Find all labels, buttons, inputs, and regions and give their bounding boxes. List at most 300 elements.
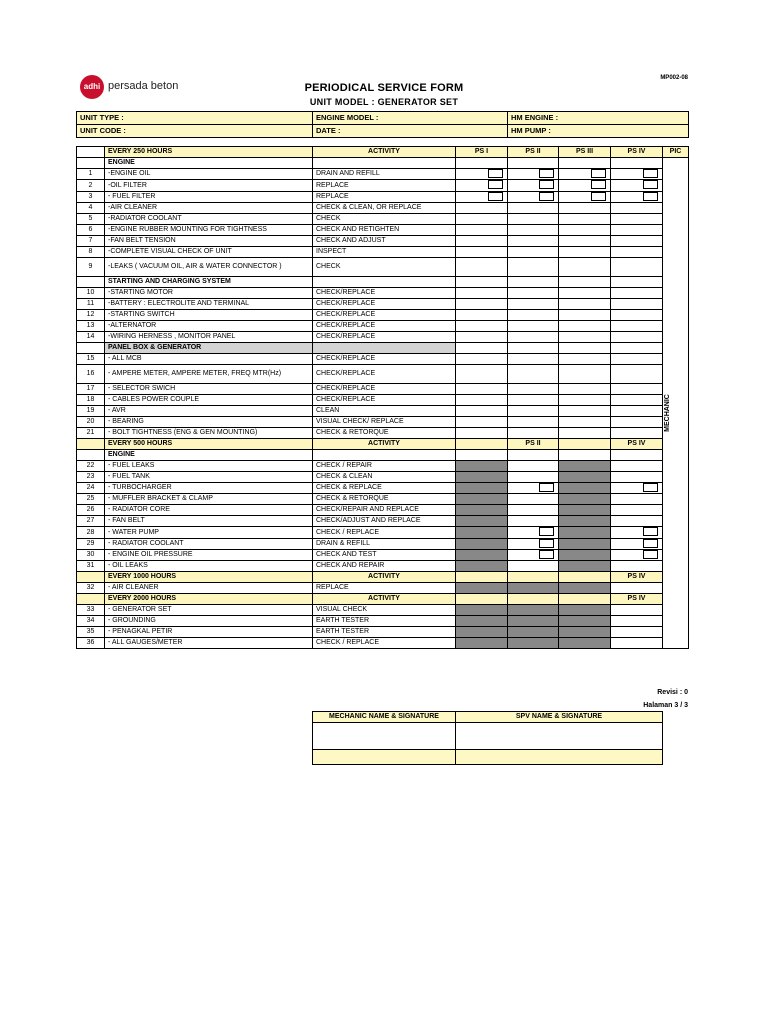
ps-check-cell[interactable] bbox=[508, 332, 559, 343]
ps-check-cell[interactable] bbox=[456, 180, 508, 191]
checkbox[interactable] bbox=[591, 169, 606, 178]
ps-check-cell[interactable] bbox=[456, 310, 508, 321]
engine-model-field[interactable]: ENGINE MODEL : bbox=[313, 112, 508, 125]
checkbox[interactable] bbox=[488, 192, 503, 201]
task-item: - WATER PUMP bbox=[105, 527, 313, 538]
ps-check-cell[interactable] bbox=[559, 627, 611, 638]
task-activity: EARTH TESTER bbox=[313, 627, 456, 638]
ps-check-cell[interactable] bbox=[559, 191, 611, 202]
task-activity: EARTH TESTER bbox=[313, 616, 456, 627]
ps4-header: PS IV bbox=[611, 439, 663, 450]
pic-header: PIC bbox=[663, 147, 689, 158]
task-row bbox=[77, 384, 689, 395]
task-activity: CHECK/REPAIR AND REPLACE bbox=[313, 505, 456, 516]
spv-signature-label: SPV NAME & SIGNATURE bbox=[456, 712, 663, 723]
ps1-header bbox=[456, 572, 508, 583]
checkbox[interactable] bbox=[539, 180, 554, 189]
ps-check-cell[interactable] bbox=[611, 627, 663, 638]
ps-check-cell[interactable] bbox=[611, 299, 663, 310]
activity-header: ACTIVITY bbox=[313, 439, 456, 450]
ps-check-cell[interactable] bbox=[611, 417, 663, 428]
ps-check-cell[interactable] bbox=[456, 583, 508, 594]
task-item: - GENERATOR SET bbox=[105, 605, 313, 616]
task-activity: CHECK & CLEAN bbox=[313, 472, 456, 483]
section-label: EVERY 2000 HOURS bbox=[105, 594, 313, 605]
subsection-row bbox=[77, 450, 689, 461]
logo-text: persada beton bbox=[108, 80, 179, 92]
ps-check-cell[interactable] bbox=[508, 516, 559, 527]
item-number: 1 bbox=[77, 169, 105, 180]
task-row bbox=[77, 321, 689, 332]
ps-check-cell[interactable] bbox=[508, 428, 559, 439]
task-row bbox=[77, 169, 689, 180]
blank-cell bbox=[456, 158, 508, 169]
ps-check-cell[interactable] bbox=[611, 169, 663, 180]
ps-check-cell[interactable] bbox=[508, 299, 559, 310]
ps-check-cell[interactable] bbox=[559, 288, 611, 299]
checkbox[interactable] bbox=[539, 550, 554, 559]
unit-info-table bbox=[76, 111, 689, 138]
ps-check-cell[interactable] bbox=[611, 505, 663, 516]
subsection-label: ENGINE bbox=[105, 158, 313, 169]
item-number: 24 bbox=[77, 483, 105, 494]
ps-check-cell[interactable] bbox=[508, 321, 559, 332]
blank-cell bbox=[77, 439, 105, 450]
ps-check-cell[interactable] bbox=[508, 395, 559, 406]
ps-check-cell[interactable] bbox=[559, 461, 611, 472]
task-row bbox=[77, 299, 689, 310]
ps-check-cell[interactable] bbox=[508, 605, 559, 616]
ps-check-cell[interactable] bbox=[559, 365, 611, 384]
logo-mark: adhi bbox=[80, 75, 104, 99]
ps-check-cell[interactable] bbox=[508, 461, 559, 472]
ps-check-cell[interactable] bbox=[456, 417, 508, 428]
ps-check-cell[interactable] bbox=[456, 483, 508, 494]
ps-check-cell[interactable] bbox=[559, 406, 611, 417]
ps-check-cell[interactable] bbox=[611, 428, 663, 439]
ps2-header bbox=[508, 594, 559, 605]
task-item: - RADIATOR CORE bbox=[105, 505, 313, 516]
form-title: PERIODICAL SERVICE FORM bbox=[304, 82, 464, 94]
ps-check-cell[interactable] bbox=[559, 483, 611, 494]
ps-check-cell[interactable] bbox=[559, 203, 611, 214]
ps-check-cell[interactable] bbox=[559, 605, 611, 616]
ps-check-cell[interactable] bbox=[456, 605, 508, 616]
ps-check-cell[interactable] bbox=[508, 191, 559, 202]
checkbox[interactable] bbox=[643, 550, 658, 559]
ps-check-cell[interactable] bbox=[508, 538, 559, 549]
task-row bbox=[77, 461, 689, 472]
task-item: - ALL MCB bbox=[105, 354, 313, 365]
ps-check-cell[interactable] bbox=[611, 483, 663, 494]
task-item: - ENGINE OIL PRESSURE bbox=[105, 550, 313, 561]
ps4-header: PS IV bbox=[611, 572, 663, 583]
ps-check-cell[interactable] bbox=[508, 483, 559, 494]
ps-check-cell[interactable] bbox=[559, 428, 611, 439]
hm-engine-field[interactable]: HM ENGINE : bbox=[508, 112, 689, 125]
ps-check-cell[interactable] bbox=[559, 354, 611, 365]
checkbox[interactable] bbox=[539, 483, 554, 492]
task-item: -ALTERNATOR bbox=[105, 321, 313, 332]
checkbox[interactable] bbox=[643, 180, 658, 189]
ps-check-cell[interactable] bbox=[456, 494, 508, 505]
ps-check-cell[interactable] bbox=[611, 561, 663, 572]
ps-check-cell[interactable] bbox=[508, 505, 559, 516]
task-row bbox=[77, 627, 689, 638]
checkbox[interactable] bbox=[643, 539, 658, 548]
ps-check-cell[interactable] bbox=[456, 461, 508, 472]
ps-check-cell[interactable] bbox=[508, 247, 559, 258]
ps-check-cell[interactable] bbox=[611, 332, 663, 343]
ps-check-cell[interactable] bbox=[508, 472, 559, 483]
item-number: 17 bbox=[77, 384, 105, 395]
subsection-row bbox=[77, 158, 689, 169]
ps-check-cell[interactable] bbox=[456, 538, 508, 549]
task-activity: CHECK AND RETIGHTEN bbox=[313, 225, 456, 236]
item-number: 27 bbox=[77, 516, 105, 527]
ps-check-cell[interactable] bbox=[611, 395, 663, 406]
ps-check-cell[interactable] bbox=[611, 258, 663, 277]
task-row bbox=[77, 203, 689, 214]
item-number: 12 bbox=[77, 310, 105, 321]
ps-check-cell[interactable] bbox=[508, 638, 559, 649]
blank-cell bbox=[313, 277, 456, 288]
ps-check-cell[interactable] bbox=[508, 627, 559, 638]
task-row bbox=[77, 417, 689, 428]
checkbox[interactable] bbox=[591, 180, 606, 189]
ps-check-cell[interactable] bbox=[611, 406, 663, 417]
task-item: - MUFFLER BRACKET & CLAMP bbox=[105, 494, 313, 505]
ps-check-cell[interactable] bbox=[611, 225, 663, 236]
ps-check-cell[interactable] bbox=[456, 395, 508, 406]
task-item: - AMPERE METER, AMPERE METER, FREQ MTR(Hz) bbox=[105, 365, 313, 384]
task-item: -ENGINE OIL bbox=[105, 169, 313, 180]
ps-check-cell[interactable] bbox=[559, 180, 611, 191]
ps-check-cell[interactable] bbox=[611, 516, 663, 527]
item-number: 13 bbox=[77, 321, 105, 332]
ps-check-cell[interactable] bbox=[559, 494, 611, 505]
task-row bbox=[77, 605, 689, 616]
ps-check-cell[interactable] bbox=[559, 299, 611, 310]
ps-check-cell[interactable] bbox=[611, 638, 663, 649]
item-number: 33 bbox=[77, 605, 105, 616]
ps-check-cell[interactable] bbox=[508, 417, 559, 428]
ps-check-cell[interactable] bbox=[611, 214, 663, 225]
ps-check-cell[interactable] bbox=[456, 214, 508, 225]
task-item: -BATTERY : ELECTROLITE AND TERMINAL bbox=[105, 299, 313, 310]
task-item: - GROUNDING bbox=[105, 616, 313, 627]
mechanic-signature-box[interactable] bbox=[313, 723, 456, 750]
ps-check-cell[interactable] bbox=[508, 550, 559, 561]
ps-check-cell[interactable] bbox=[611, 494, 663, 505]
checkbox[interactable] bbox=[539, 169, 554, 178]
task-row bbox=[77, 214, 689, 225]
ps-check-cell[interactable] bbox=[508, 236, 559, 247]
ps-check-cell[interactable] bbox=[559, 332, 611, 343]
task-activity: CHECK / REPAIR bbox=[313, 461, 456, 472]
ps-check-cell[interactable] bbox=[456, 516, 508, 527]
ps-check-cell[interactable] bbox=[559, 236, 611, 247]
task-row bbox=[77, 236, 689, 247]
ps-check-cell[interactable] bbox=[611, 288, 663, 299]
ps-check-cell[interactable] bbox=[559, 561, 611, 572]
document-code: MP002-08 bbox=[660, 75, 688, 81]
ps-check-cell[interactable] bbox=[559, 616, 611, 627]
task-row bbox=[77, 310, 689, 321]
checkbox[interactable] bbox=[488, 169, 503, 178]
checkbox[interactable] bbox=[539, 192, 554, 201]
task-row bbox=[77, 180, 689, 191]
ps-check-cell[interactable] bbox=[559, 550, 611, 561]
subsection-label: STARTING AND CHARGING SYSTEM bbox=[105, 277, 313, 288]
ps-check-cell[interactable] bbox=[456, 527, 508, 538]
ps-check-cell[interactable] bbox=[611, 354, 663, 365]
task-item: - OIL LEAKS bbox=[105, 561, 313, 572]
ps-check-cell[interactable] bbox=[508, 583, 559, 594]
blank-cell bbox=[77, 343, 105, 354]
ps-check-cell[interactable] bbox=[611, 236, 663, 247]
ps-check-cell[interactable] bbox=[559, 395, 611, 406]
task-activity: CHECK AND ADJUST bbox=[313, 236, 456, 247]
item-number: 22 bbox=[77, 461, 105, 472]
ps-check-cell[interactable] bbox=[508, 203, 559, 214]
task-row bbox=[77, 505, 689, 516]
task-activity: REPLACE bbox=[313, 191, 456, 202]
task-item: - ALL GAUGES/METER bbox=[105, 638, 313, 649]
ps4-header: PS IV bbox=[611, 147, 663, 158]
ps-check-cell[interactable] bbox=[611, 365, 663, 384]
ps-check-cell[interactable] bbox=[456, 225, 508, 236]
unit-type-field[interactable]: UNIT TYPE : bbox=[77, 112, 313, 125]
ps-check-cell[interactable] bbox=[559, 321, 611, 332]
signature-table bbox=[312, 711, 663, 765]
ps-check-cell[interactable] bbox=[611, 191, 663, 202]
ps-check-cell[interactable] bbox=[559, 583, 611, 594]
ps-check-cell[interactable] bbox=[456, 169, 508, 180]
blank-cell bbox=[508, 277, 559, 288]
checkbox[interactable] bbox=[539, 539, 554, 548]
task-activity: CHECK/REPLACE bbox=[313, 299, 456, 310]
ps-check-cell[interactable] bbox=[508, 527, 559, 538]
item-number: 36 bbox=[77, 638, 105, 649]
blank-cell bbox=[559, 158, 611, 169]
blank-cell bbox=[77, 450, 105, 461]
checkbox[interactable] bbox=[643, 527, 658, 536]
task-row bbox=[77, 616, 689, 627]
ps-check-cell[interactable] bbox=[456, 384, 508, 395]
ps-check-cell[interactable] bbox=[456, 616, 508, 627]
spv-signature-box[interactable] bbox=[456, 723, 663, 750]
task-activity: CHECK/REPLACE bbox=[313, 321, 456, 332]
form-subtitle: UNIT MODEL : GENERATOR SET bbox=[309, 97, 459, 107]
ps-check-cell[interactable] bbox=[559, 225, 611, 236]
ps1-header bbox=[456, 594, 508, 605]
ps-check-cell[interactable] bbox=[456, 299, 508, 310]
ps-check-cell[interactable] bbox=[559, 258, 611, 277]
ps-check-cell[interactable] bbox=[611, 605, 663, 616]
blank-cell bbox=[508, 158, 559, 169]
ps-check-cell[interactable] bbox=[611, 472, 663, 483]
task-item: - RADIATOR COOLANT bbox=[105, 538, 313, 549]
task-row bbox=[77, 583, 689, 594]
ps-check-cell[interactable] bbox=[611, 538, 663, 549]
ps-check-cell[interactable] bbox=[456, 258, 508, 277]
checkbox[interactable] bbox=[643, 169, 658, 178]
ps-check-cell[interactable] bbox=[559, 505, 611, 516]
ps-check-cell[interactable] bbox=[559, 310, 611, 321]
ps-check-cell[interactable] bbox=[508, 561, 559, 572]
task-activity: CHECK AND TEST bbox=[313, 550, 456, 561]
task-row bbox=[77, 191, 689, 202]
item-number: 31 bbox=[77, 561, 105, 572]
ps-check-cell[interactable] bbox=[456, 332, 508, 343]
item-number: 11 bbox=[77, 299, 105, 310]
ps-check-cell[interactable] bbox=[559, 247, 611, 258]
blank-cell bbox=[77, 594, 105, 605]
ps-check-cell[interactable] bbox=[508, 384, 559, 395]
ps-check-cell[interactable] bbox=[456, 288, 508, 299]
ps-check-cell[interactable] bbox=[508, 310, 559, 321]
checkbox[interactable] bbox=[643, 483, 658, 492]
ps-check-cell[interactable] bbox=[456, 236, 508, 247]
task-activity: CHECK/REPLACE bbox=[313, 332, 456, 343]
ps4-header: PS IV bbox=[611, 594, 663, 605]
item-number: 26 bbox=[77, 505, 105, 516]
item-number: 6 bbox=[77, 225, 105, 236]
ps-check-cell[interactable] bbox=[559, 214, 611, 225]
spv-name-box[interactable] bbox=[456, 750, 663, 765]
task-activity: CHECK bbox=[313, 258, 456, 277]
task-item: -LEAKS ( VACUUM OIL, AIR & WATER CONNECTOR ) bbox=[105, 258, 313, 277]
blank-cell bbox=[611, 158, 663, 169]
item-number: 23 bbox=[77, 472, 105, 483]
ps-check-cell[interactable] bbox=[456, 203, 508, 214]
ps-check-cell[interactable] bbox=[611, 384, 663, 395]
ps-check-cell[interactable] bbox=[559, 417, 611, 428]
ps-check-cell[interactable] bbox=[508, 225, 559, 236]
ps-check-cell[interactable] bbox=[611, 310, 663, 321]
mechanic-name-box[interactable] bbox=[313, 750, 456, 765]
ps-check-cell[interactable] bbox=[508, 494, 559, 505]
task-activity: CHECK & REPLACE bbox=[313, 483, 456, 494]
ps-check-cell[interactable] bbox=[508, 354, 559, 365]
ps-check-cell[interactable] bbox=[611, 527, 663, 538]
ps-check-cell[interactable] bbox=[456, 406, 508, 417]
task-activity: CHECK/REPLACE bbox=[313, 395, 456, 406]
task-item: - FAN BELT bbox=[105, 516, 313, 527]
checkbox[interactable] bbox=[643, 192, 658, 201]
task-row bbox=[77, 483, 689, 494]
ps-check-cell[interactable] bbox=[611, 616, 663, 627]
section-every-250: EVERY 250 HOURS bbox=[105, 147, 313, 158]
date-field[interactable]: DATE : bbox=[313, 125, 508, 138]
task-activity: DRAIN AND REFILL bbox=[313, 169, 456, 180]
ps1-header bbox=[456, 439, 508, 450]
task-item: -STARTING SWITCH bbox=[105, 310, 313, 321]
task-item: - CABLES POWER COUPLE bbox=[105, 395, 313, 406]
blank-cell bbox=[611, 277, 663, 288]
ps-check-cell[interactable] bbox=[508, 616, 559, 627]
ps-check-cell[interactable] bbox=[456, 561, 508, 572]
ps-check-cell[interactable] bbox=[456, 365, 508, 384]
item-number: 35 bbox=[77, 627, 105, 638]
task-item: - FUEL FILTER bbox=[105, 191, 313, 202]
ps-check-cell[interactable] bbox=[611, 583, 663, 594]
ps-check-cell[interactable] bbox=[611, 461, 663, 472]
ps-check-cell[interactable] bbox=[559, 538, 611, 549]
task-activity: REPLACE bbox=[313, 180, 456, 191]
ps-check-cell[interactable] bbox=[456, 191, 508, 202]
ps-check-cell[interactable] bbox=[456, 472, 508, 483]
task-activity: CHECK/REPLACE bbox=[313, 288, 456, 299]
section-row bbox=[77, 572, 689, 583]
ps-check-cell[interactable] bbox=[456, 550, 508, 561]
checkbox[interactable] bbox=[591, 192, 606, 201]
ps-check-cell[interactable] bbox=[456, 505, 508, 516]
ps-check-cell[interactable] bbox=[559, 638, 611, 649]
ps-check-cell[interactable] bbox=[508, 258, 559, 277]
ps2-header: PS II bbox=[508, 439, 559, 450]
hm-pump-field[interactable]: HM PUMP : bbox=[508, 125, 689, 138]
item-number: 29 bbox=[77, 538, 105, 549]
task-row bbox=[77, 472, 689, 483]
task-item: - AIR CLEANER bbox=[105, 583, 313, 594]
ps-check-cell[interactable] bbox=[456, 638, 508, 649]
task-item: - TURBOCHARGER bbox=[105, 483, 313, 494]
ps-check-cell[interactable] bbox=[456, 627, 508, 638]
task-item: -COMPLETE VISUAL CHECK OF UNIT bbox=[105, 247, 313, 258]
task-row bbox=[77, 550, 689, 561]
item-number: 4 bbox=[77, 203, 105, 214]
item-number: 14 bbox=[77, 332, 105, 343]
unit-code-field[interactable]: UNIT CODE : bbox=[77, 125, 313, 138]
ps-check-cell[interactable] bbox=[611, 321, 663, 332]
checkbox[interactable] bbox=[539, 527, 554, 536]
ps-check-cell[interactable] bbox=[559, 384, 611, 395]
ps-check-cell[interactable] bbox=[456, 321, 508, 332]
ps1-header: PS I bbox=[456, 147, 508, 158]
ps2-header: PS II bbox=[508, 147, 559, 158]
item-number: 8 bbox=[77, 247, 105, 258]
ps-check-cell[interactable] bbox=[508, 180, 559, 191]
ps-check-cell[interactable] bbox=[456, 428, 508, 439]
ps-check-cell[interactable] bbox=[559, 527, 611, 538]
ps-check-cell[interactable] bbox=[611, 247, 663, 258]
ps-check-cell[interactable] bbox=[611, 550, 663, 561]
activity-header: ACTIVITY bbox=[313, 594, 456, 605]
blank-cell bbox=[559, 343, 611, 354]
ps3-header: PS III bbox=[559, 147, 611, 158]
ps-check-cell[interactable] bbox=[559, 472, 611, 483]
ps-check-cell[interactable] bbox=[611, 203, 663, 214]
ps-check-cell[interactable] bbox=[559, 169, 611, 180]
blank-cell bbox=[313, 158, 456, 169]
task-activity: CHECK/REPLACE bbox=[313, 354, 456, 365]
ps-check-cell[interactable] bbox=[508, 406, 559, 417]
task-activity: CHECK/ADJUST AND REPLACE bbox=[313, 516, 456, 527]
ps-check-cell[interactable] bbox=[508, 365, 559, 384]
header-row bbox=[77, 147, 689, 158]
ps-check-cell[interactable] bbox=[456, 247, 508, 258]
ps-check-cell[interactable] bbox=[508, 288, 559, 299]
ps-check-cell[interactable] bbox=[456, 354, 508, 365]
ps-check-cell[interactable] bbox=[559, 516, 611, 527]
task-item: -RADIATOR COOLANT bbox=[105, 214, 313, 225]
checkbox[interactable] bbox=[488, 180, 503, 189]
ps-check-cell[interactable] bbox=[611, 180, 663, 191]
ps-check-cell[interactable] bbox=[508, 169, 559, 180]
ps-check-cell[interactable] bbox=[508, 214, 559, 225]
